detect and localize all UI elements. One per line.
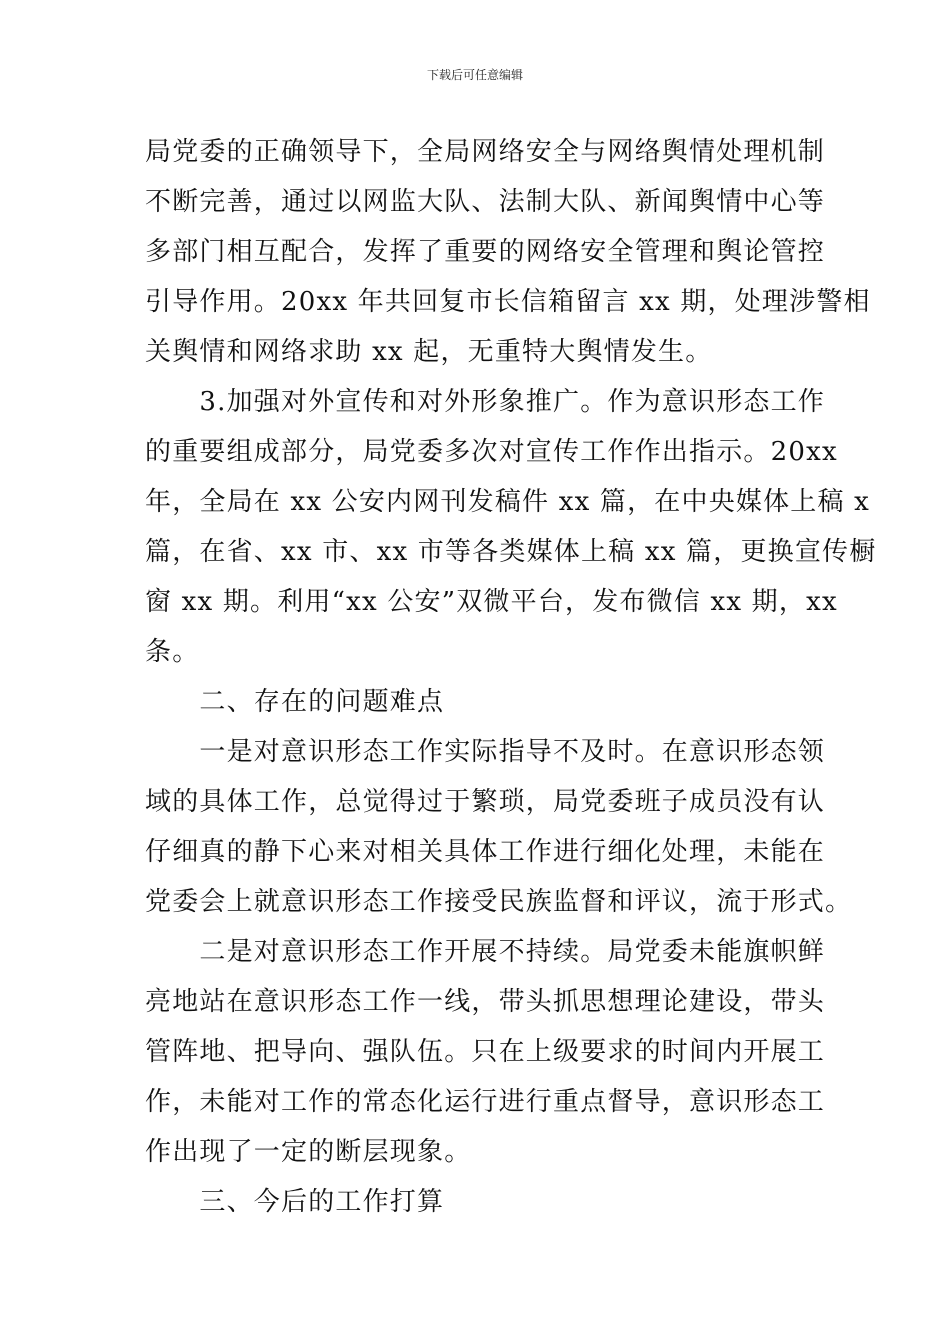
body-line: 篇，在省、xx 市、xx 市等各类媒体上稿 xx 篇，更换宣传橱 <box>145 537 877 567</box>
body-line: 亮地站在意识形态工作一线，带头抓思想理论建设，带头 <box>145 987 826 1017</box>
body-line: 党委会上就意识形态工作接受民族监督和评议，流于形式。 <box>145 887 853 917</box>
body-line: 作，未能对工作的常态化运行进行重点督导，意识形态工 <box>145 1087 826 1117</box>
body-line: 关舆情和网络求助 xx 起，无重特大舆情发生。 <box>145 337 713 367</box>
body-line: 仔细真的静下心来对相关具体工作进行细化处理，未能在 <box>145 837 826 867</box>
section-heading: 二、存在的问题难点 <box>145 687 445 717</box>
section-heading: 三、今后的工作打算 <box>145 1187 445 1217</box>
body-line: 年，全局在 xx 公安内网刊发稿件 xx 篇，在中央媒体上稿 x <box>145 487 871 517</box>
body-line: 一是对意识形态工作实际指导不及时。在意识形态领 <box>145 737 826 767</box>
page-header: 下载后可任意编辑 <box>426 68 523 82</box>
body-line: 管阵地、把导向、强队伍。只在上级要求的时间内开展工 <box>145 1037 826 1067</box>
body-line: 3.加强对外宣传和对外形象推广。作为意识形态工作 <box>145 387 826 417</box>
body-line: 条。 <box>145 637 200 667</box>
body-line: 局党委的正确领导下，全局网络安全与网络舆情处理机制 <box>145 137 826 167</box>
body-line: 二是对意识形态工作开展不持续。局党委未能旗帜鲜 <box>145 937 826 967</box>
body-line: 的重要组成部分，局党委多次对宣传工作作出指示。20xx <box>145 437 838 467</box>
body-line: 域的具体工作，总觉得过于繁琐，局党委班子成员没有认 <box>145 787 826 817</box>
body-line: 作出现了一定的断层现象。 <box>145 1137 472 1167</box>
document-body <box>145 127 877 1227</box>
body-line: 不断完善，通过以网监大队、法制大队、新闻舆情中心等 <box>145 187 826 217</box>
body-line: 引导作用。20xx 年共回复市长信箱留言 xx 期，处理涉警相 <box>145 287 871 317</box>
body-line: 窗 xx 期。利用“xx 公安”双微平台，发布微信 xx 期，xx <box>145 587 838 617</box>
body-line: 多部门相互配合，发挥了重要的网络安全管理和舆论管控 <box>145 237 826 267</box>
